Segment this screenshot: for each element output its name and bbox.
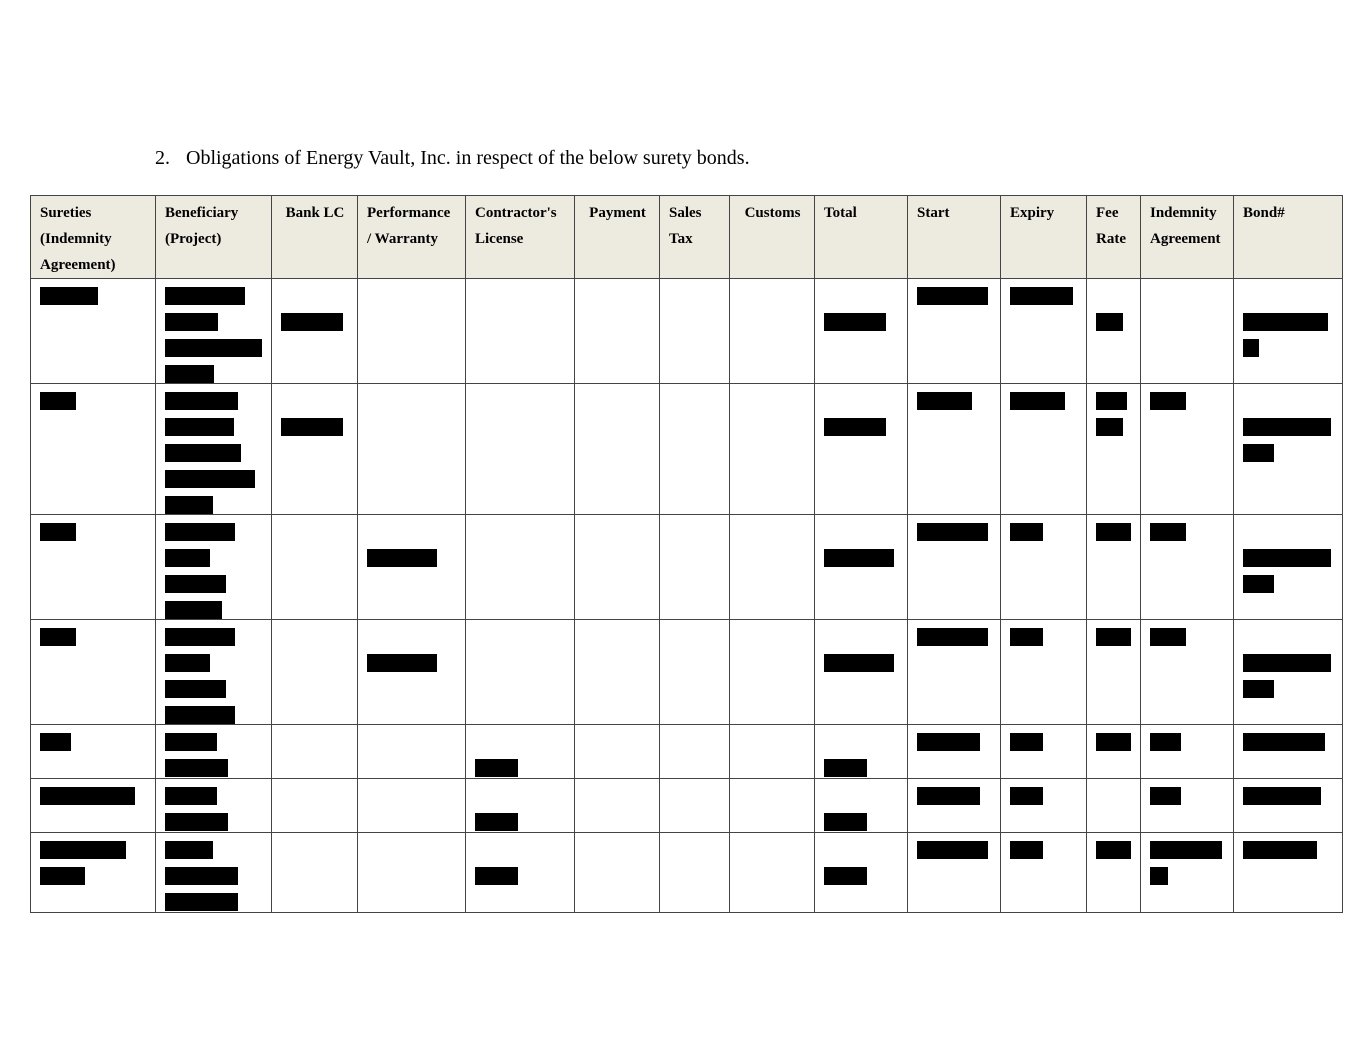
col-header-start — [908, 196, 1001, 279]
table-cell — [156, 833, 272, 913]
table-cell — [358, 779, 466, 833]
table-cell — [31, 384, 156, 515]
col-header-performance-warranty — [358, 196, 466, 279]
table-header-row — [31, 196, 1343, 279]
table-cell — [575, 279, 660, 384]
table-cell — [156, 515, 272, 620]
redaction-bar — [1096, 628, 1131, 646]
redaction-bar — [40, 867, 85, 885]
col-header-sales-tax — [660, 196, 730, 279]
header-line: Payment — [589, 205, 646, 221]
redaction-bar — [1096, 733, 1131, 751]
table-cell — [730, 779, 815, 833]
redaction-bar — [1010, 841, 1043, 859]
table-cell — [1001, 833, 1087, 913]
redaction-bar — [367, 654, 437, 672]
redaction-bar — [1243, 787, 1321, 805]
table-row — [31, 620, 1343, 725]
redaction-bar — [917, 787, 980, 805]
redaction-bar — [917, 733, 980, 751]
redaction-bar — [917, 841, 988, 859]
table-cell — [660, 779, 730, 833]
header-line: Contractor's — [475, 205, 557, 221]
redaction-bar — [1010, 392, 1065, 410]
table-cell — [908, 384, 1001, 515]
table-cell — [660, 620, 730, 725]
redaction-bar — [165, 496, 213, 514]
table-cell — [1087, 515, 1141, 620]
table-cell — [730, 384, 815, 515]
table-row — [31, 279, 1343, 384]
redaction-bar — [165, 470, 255, 488]
table-cell — [156, 384, 272, 515]
header-line: Customs — [744, 205, 801, 221]
redaction-bar — [1150, 523, 1186, 541]
redaction-bar — [917, 523, 988, 541]
table-cell — [1001, 725, 1087, 779]
redaction-bar — [40, 392, 76, 410]
redaction-bar — [165, 841, 213, 859]
table-cell — [358, 384, 466, 515]
table-row — [31, 779, 1343, 833]
col-header-total — [815, 196, 908, 279]
redaction-bar — [824, 549, 894, 567]
redaction-bar — [1010, 523, 1043, 541]
redaction-bar — [475, 813, 518, 831]
table-cell — [272, 833, 358, 913]
redaction-bar — [1150, 628, 1186, 646]
table-cell — [730, 515, 815, 620]
redaction-bar — [1096, 392, 1127, 410]
table-cell — [1001, 779, 1087, 833]
redaction-bar — [1243, 733, 1325, 751]
table-cell — [1141, 279, 1234, 384]
col-header-expiry — [1001, 196, 1087, 279]
table-cell — [358, 833, 466, 913]
table-cell — [908, 779, 1001, 833]
table-cell — [358, 725, 466, 779]
redaction-bar — [1096, 841, 1131, 859]
header-line: License — [475, 231, 524, 247]
table-cell — [1001, 384, 1087, 515]
table-cell — [31, 620, 156, 725]
table-cell — [660, 515, 730, 620]
table-cell — [358, 279, 466, 384]
redaction-bar — [165, 339, 262, 357]
redaction-bar — [1243, 575, 1274, 593]
redaction-bar — [165, 313, 218, 331]
table-cell — [815, 779, 908, 833]
table-cell — [730, 279, 815, 384]
table-cell — [575, 833, 660, 913]
redaction-bar — [165, 365, 214, 383]
col-header-bond-number — [1234, 196, 1343, 279]
table-cell — [1234, 515, 1343, 620]
table-cell — [466, 725, 575, 779]
surety-bonds-table — [30, 195, 1343, 913]
table-cell — [272, 384, 358, 515]
table-cell — [1141, 725, 1234, 779]
redaction-bar — [824, 654, 894, 672]
col-header-customs — [730, 196, 815, 279]
redaction-bar — [165, 418, 234, 436]
header-line: / Warranty — [367, 231, 438, 247]
redaction-bar — [1096, 523, 1131, 541]
table-cell — [466, 384, 575, 515]
redaction-bar — [40, 287, 98, 305]
table-body — [31, 279, 1343, 913]
redaction-bar — [367, 549, 437, 567]
table-cell — [575, 515, 660, 620]
table-cell — [1087, 725, 1141, 779]
section-heading — [155, 147, 750, 170]
table-cell — [1234, 779, 1343, 833]
header-line: Indemnity — [1150, 205, 1217, 221]
col-header-payment — [575, 196, 660, 279]
header-line: Rate — [1096, 231, 1126, 247]
redaction-bar — [1096, 418, 1123, 436]
redaction-bar — [917, 287, 988, 305]
header-line: (Project) — [165, 231, 222, 247]
header-line: Fee — [1096, 205, 1119, 221]
redaction-bar — [824, 813, 867, 831]
redaction-bar — [475, 759, 518, 777]
table-cell — [815, 620, 908, 725]
col-header-fee-rate — [1087, 196, 1141, 279]
table-cell — [1234, 620, 1343, 725]
table-cell — [1087, 779, 1141, 833]
redaction-bar — [1243, 680, 1274, 698]
redaction-bar — [40, 733, 71, 751]
table-cell — [815, 279, 908, 384]
redaction-bar — [40, 628, 76, 646]
table-cell — [156, 779, 272, 833]
header-line: Sureties — [40, 205, 92, 221]
redaction-bar — [165, 867, 238, 885]
table-cell — [1087, 279, 1141, 384]
table-cell — [1141, 515, 1234, 620]
col-header-indemnity-agreement — [1141, 196, 1234, 279]
table-cell — [908, 620, 1001, 725]
header-line: Bank LC — [285, 205, 345, 221]
redaction-bar — [1150, 733, 1181, 751]
redaction-bar — [165, 733, 217, 751]
col-header-sureties — [31, 196, 156, 279]
redaction-bar — [824, 759, 867, 777]
redaction-bar — [1243, 444, 1274, 462]
redaction-bar — [165, 628, 235, 646]
redaction-bar — [165, 706, 235, 724]
col-header-contractors-license — [466, 196, 575, 279]
table-cell — [272, 515, 358, 620]
table-cell — [466, 620, 575, 725]
header-line: Sales — [669, 205, 702, 221]
redaction-bar — [165, 601, 222, 619]
redaction-bar — [475, 867, 518, 885]
table-cell — [1234, 384, 1343, 515]
table-cell — [272, 779, 358, 833]
redaction-bar — [824, 867, 867, 885]
redaction-bar — [1243, 418, 1331, 436]
table-cell — [660, 279, 730, 384]
table-cell — [31, 515, 156, 620]
header-line: Total — [824, 205, 857, 221]
table-cell — [156, 620, 272, 725]
table-cell — [575, 384, 660, 515]
table-row — [31, 515, 1343, 620]
table-cell — [466, 515, 575, 620]
table-cell — [660, 384, 730, 515]
col-header-bank-lc — [272, 196, 358, 279]
table-cell — [1001, 279, 1087, 384]
table-cell — [1001, 620, 1087, 725]
table-cell — [730, 833, 815, 913]
redaction-bar — [1150, 787, 1181, 805]
section-title: Obligations of Energy Vault, Inc. in respect of the below surety bonds. — [186, 147, 750, 169]
table-cell — [156, 279, 272, 384]
redaction-bar — [1150, 867, 1168, 885]
table-cell — [1141, 384, 1234, 515]
table-cell — [908, 725, 1001, 779]
table-cell — [660, 725, 730, 779]
redaction-bar — [165, 654, 210, 672]
redaction-bar — [165, 523, 235, 541]
redaction-bar — [1010, 628, 1043, 646]
table-cell — [272, 725, 358, 779]
table-cell — [1001, 515, 1087, 620]
table-cell — [730, 620, 815, 725]
redaction-bar — [281, 313, 343, 331]
redaction-bar — [917, 392, 972, 410]
table-cell — [815, 384, 908, 515]
table-cell — [1141, 620, 1234, 725]
table-cell — [466, 779, 575, 833]
redaction-bar — [165, 444, 241, 462]
table-cell — [908, 515, 1001, 620]
header-line: Bond# — [1243, 205, 1285, 221]
redaction-bar — [1243, 313, 1328, 331]
table-cell — [1141, 833, 1234, 913]
table-cell — [358, 620, 466, 725]
header-line: Performance — [367, 205, 451, 221]
table-cell — [272, 279, 358, 384]
redaction-bar — [165, 680, 226, 698]
table-cell — [908, 833, 1001, 913]
table-cell — [575, 725, 660, 779]
redaction-bar — [1010, 733, 1043, 751]
table-row — [31, 384, 1343, 515]
header-line: Tax — [669, 231, 693, 247]
table-cell — [466, 833, 575, 913]
table-cell — [815, 725, 908, 779]
table-cell — [358, 515, 466, 620]
table-cell — [31, 279, 156, 384]
table-cell — [730, 725, 815, 779]
redaction-bar — [40, 523, 76, 541]
redaction-bar — [1096, 313, 1123, 331]
redaction-bar — [1010, 787, 1043, 805]
table-cell — [1234, 833, 1343, 913]
redaction-bar — [40, 787, 135, 805]
redaction-bar — [281, 418, 343, 436]
table-row — [31, 725, 1343, 779]
table-cell — [272, 620, 358, 725]
table-cell — [1234, 725, 1343, 779]
redaction-bar — [1150, 841, 1222, 859]
redaction-bar — [165, 549, 210, 567]
header-line: Beneficiary — [165, 205, 239, 221]
redaction-bar — [165, 287, 245, 305]
header-line: Expiry — [1010, 205, 1055, 221]
table-cell — [1141, 779, 1234, 833]
table-cell — [575, 779, 660, 833]
table-cell — [1234, 279, 1343, 384]
redaction-bar — [917, 628, 988, 646]
redaction-bar — [165, 575, 226, 593]
redaction-bar — [1010, 287, 1073, 305]
header-line: Start — [917, 205, 950, 221]
redaction-bar — [1243, 654, 1331, 672]
redaction-bar — [165, 759, 228, 777]
redaction-bar — [1150, 392, 1186, 410]
table-cell — [31, 725, 156, 779]
redaction-bar — [824, 418, 886, 436]
table-cell — [1087, 384, 1141, 515]
redaction-bar — [1243, 549, 1331, 567]
table-cell — [660, 833, 730, 913]
table-row — [31, 833, 1343, 913]
header-line: (Indemnity — [40, 231, 112, 247]
redaction-bar — [165, 392, 238, 410]
col-header-beneficiary — [156, 196, 272, 279]
table-cell — [1087, 620, 1141, 725]
table-cell — [156, 725, 272, 779]
redaction-bar — [40, 841, 126, 859]
table-cell — [575, 620, 660, 725]
redaction-bar — [1243, 841, 1317, 859]
redaction-bar — [165, 813, 228, 831]
table-cell — [908, 279, 1001, 384]
table-cell — [31, 833, 156, 913]
table-cell — [466, 279, 575, 384]
header-line: Agreement) — [40, 257, 116, 273]
redaction-bar — [165, 893, 238, 911]
redaction-bar — [824, 313, 886, 331]
header-line: Agreement — [1150, 231, 1221, 247]
table-cell — [815, 515, 908, 620]
redaction-bar — [165, 787, 217, 805]
table-cell — [815, 833, 908, 913]
redaction-bar — [1243, 339, 1259, 357]
section-number: 2. — [155, 147, 170, 169]
table-cell — [31, 779, 156, 833]
table-cell — [1087, 833, 1141, 913]
